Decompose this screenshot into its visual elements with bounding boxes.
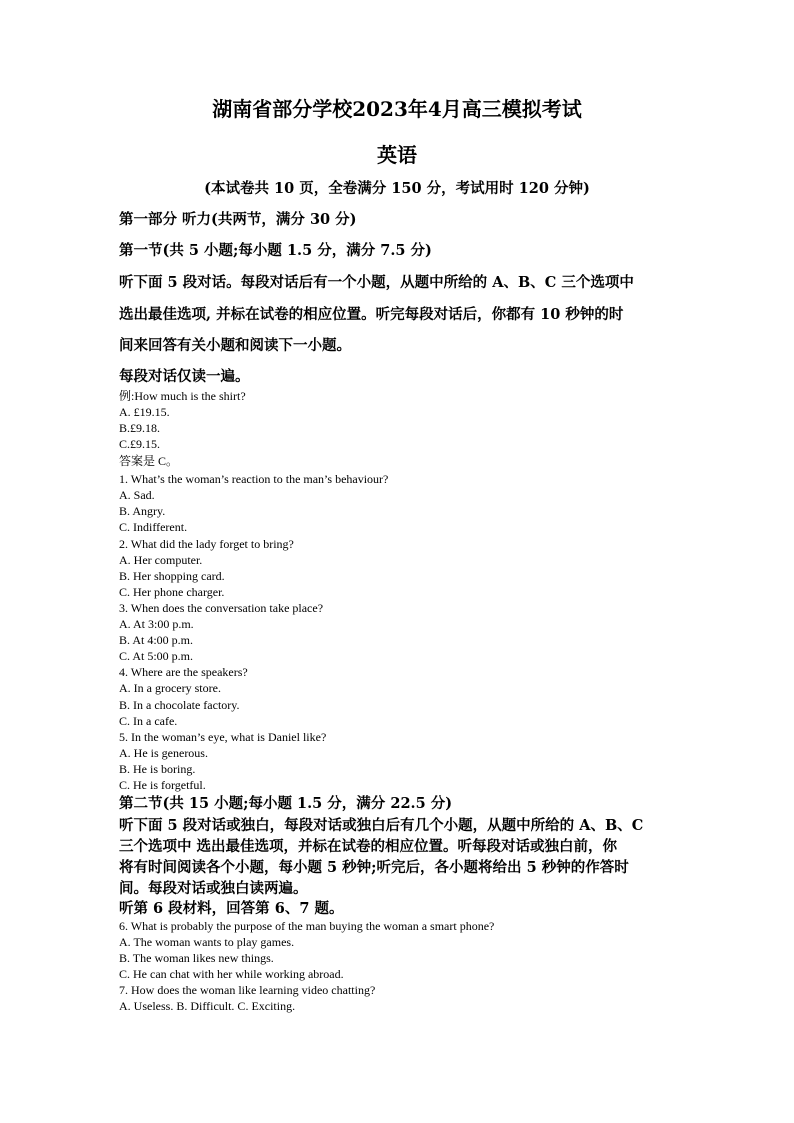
material-6-heading: 听第 6 段材料，回答第 6、7 题。: [119, 900, 344, 917]
section1-instruction-line: 间来回答有关小题和阅读下一小题。: [119, 337, 351, 354]
part1-heading: 第一部分 听力(共两节，满分 30 分): [119, 211, 357, 228]
answer-option: A. Her computer.: [119, 553, 203, 567]
answer-option: A. The woman wants to play games.: [119, 935, 295, 949]
section1-instruction-line: 听下面 5 段对话。每段对话后有一个小题，从题中所给的 A、B、C 三个选项中: [119, 274, 634, 291]
question-text: 7. How does the woman like learning video chatting?: [119, 983, 376, 997]
subject-title: 英语: [377, 143, 417, 167]
answer-option: B. Her shopping card.: [119, 569, 225, 583]
page-title: 湖南省部分学校2023年4月高三模拟考试: [212, 97, 582, 121]
section2-instruction-line: 三个选项中 选出最佳选项，并标在试卷的相应位置。听每段对话或独白前，你: [119, 838, 618, 855]
answer-option: C. In a cafe.: [119, 714, 178, 728]
exam-meta: (本试卷共 10 页，全卷满分 150 分，考试用时 120 分钟): [204, 180, 590, 197]
answer-option: B. He is boring.: [119, 762, 196, 776]
section1-heading: 第一节(共 5 小题;每小题 1.5 分，满分 7.5 分): [119, 242, 432, 259]
answer-option: A. In a grocery store.: [119, 681, 221, 695]
section1-instruction-line: 选出最佳选项, 并标在试卷的相应位置。听完每段对话后，你都有 10 秒钟的时: [119, 306, 624, 323]
question-text: 1. What’s the woman’s reaction to the man’s behaviour?: [119, 472, 389, 486]
question-text: 4. Where are the speakers?: [119, 665, 248, 679]
answer-option: A. At 3:00 p.m.: [119, 617, 194, 631]
example-option: A. £19.15.: [119, 405, 170, 419]
answer-option: B. At 4:00 p.m.: [119, 633, 194, 647]
question-text: 6. What is probably the purpose of the man buying the woman a smart phone?: [119, 919, 495, 933]
answer-option: A. Sad.: [119, 488, 155, 502]
question-text: 5. In the woman’s eye, what is Daniel like?: [119, 730, 327, 744]
example-option: C.£9.15.: [119, 437, 161, 451]
answer-option: B. The woman likes new things.: [119, 951, 274, 965]
answer-option: C. Her phone charger.: [119, 585, 225, 599]
section2-heading: 第二节(共 15 小题;每小题 1.5 分，满分 22.5 分): [119, 795, 453, 812]
section2-instruction-line: 听下面 5 段对话或独白，每段对话或独白后有几个小题，从题中所给的 A、B、C: [119, 817, 644, 834]
section2-instruction-line: 间。每段对话或独白读两遍。: [119, 880, 308, 897]
answer-option: C. He is forgetful.: [119, 778, 206, 792]
answer-option: B. Angry.: [119, 504, 166, 518]
read-once-note: 每段对话仅读一遍。: [119, 368, 250, 385]
section2-instruction-line: 将有时间阅读各个小题，每小题 5 秒钟;听完后，各小题将给出 5 秒钟的作答时: [119, 859, 629, 876]
question-text: 2. What did the lady forget to bring?: [119, 537, 294, 551]
answer-option: B. In a chocolate factory.: [119, 698, 240, 712]
answer-option: C. At 5:00 p.m.: [119, 649, 194, 663]
question-text: 3. When does the conversation take place?: [119, 601, 324, 615]
answer-option: C. He can chat with her while working abroad.: [119, 967, 344, 981]
answer-option: A. He is generous.: [119, 746, 208, 760]
example-question: 例:How much is the shirt?: [119, 389, 246, 403]
example-option: B.£9.18.: [119, 421, 161, 435]
answer-option: A. Useless. B. Difficult. C. Exciting.: [119, 999, 296, 1013]
example-answer: 答案是 C。: [119, 454, 179, 468]
answer-option: C. Indifferent.: [119, 520, 188, 534]
